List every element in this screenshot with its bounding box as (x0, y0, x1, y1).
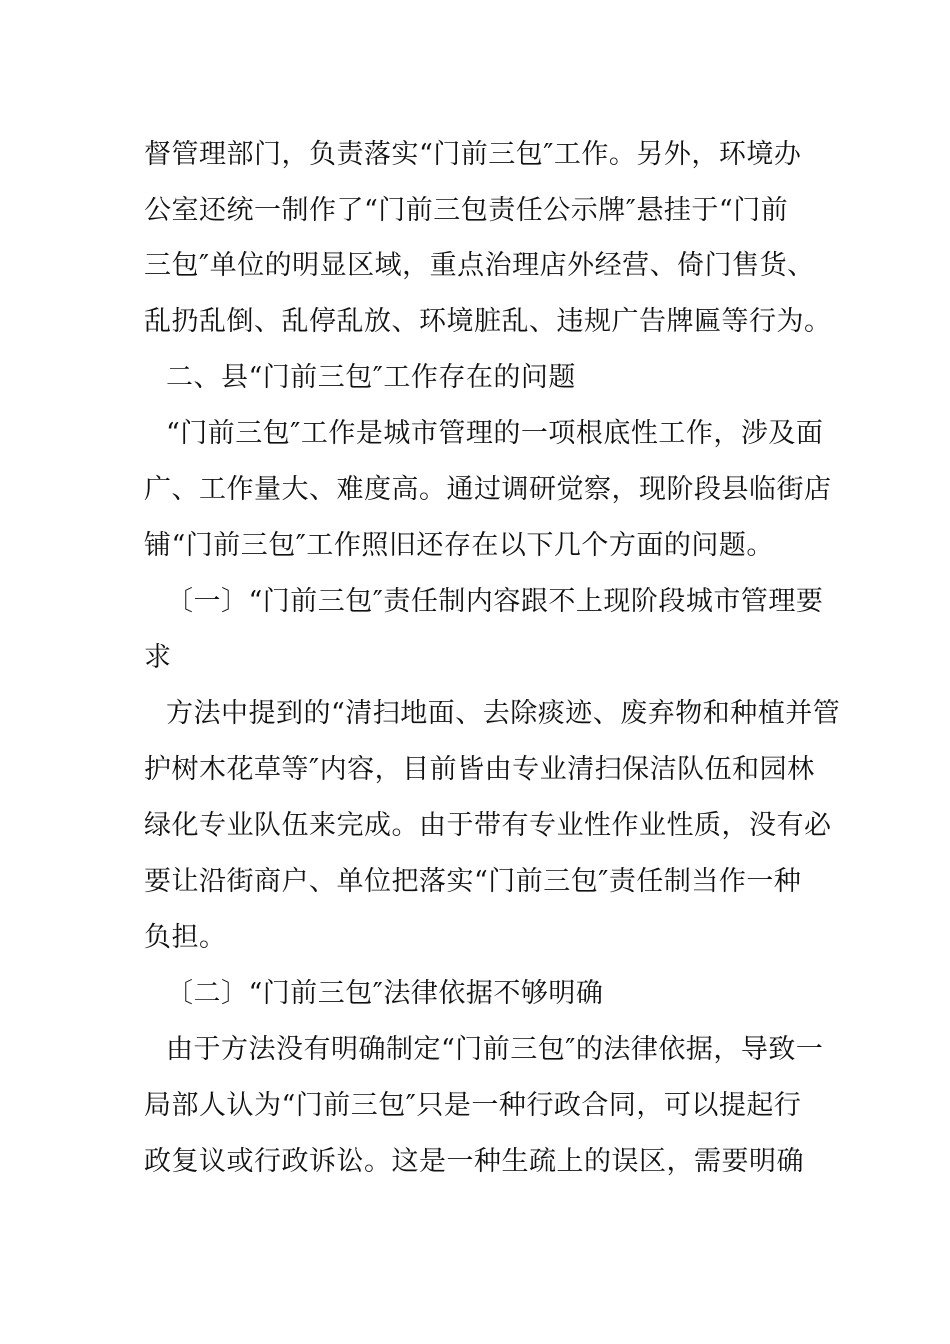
paragraph-line: 督管理部门，负责落实“门前三包″工作。另外，环境办 (144, 139, 802, 170)
paragraph-line: 公室还统一制作了“门前三包责任公示牌″悬挂于“门前 (144, 195, 789, 226)
paragraph-line: 乱扔乱倒、乱停乱放、环境脏乱、违规广告牌匾等行为。 (144, 306, 832, 337)
paragraph-line: 三包″单位的明显区域，重点治理店外经营、倚门售货、 (144, 250, 815, 281)
paragraph-line: 由于方法没有明确制定“门前三包″的法律依据，导致一 (166, 1034, 824, 1065)
paragraph-line: 护树木花草等″内容，目前皆由专业清扫保洁队伍和园林 (144, 754, 815, 785)
paragraph-line: 绿化专业队伍来完成。由于带有专业性作业性质，没有必 (144, 810, 832, 841)
section-heading: 二、县“门前三包″工作存在的问题 (166, 362, 576, 393)
subsection-heading: 〔一〕“门前三包″责任制内容跟不上现阶段城市管理要 (166, 586, 824, 617)
paragraph-line: 要让沿街商户、单位把落实“门前三包″责任制当作一种 (144, 866, 802, 897)
paragraph-line: 广、工作量大、难度高。通过调研觉察，现阶段县临街店 (144, 474, 832, 505)
paragraph-line: 局部人认为“门前三包″只是一种行政合同，可以提起行 (144, 1090, 802, 1121)
paragraph-line: 铺“门前三包″工作照旧还存在以下几个方面的问题。 (144, 530, 774, 561)
paragraph-line: 负担。 (144, 922, 227, 953)
subsection-heading: 〔二〕“门前三包″法律依据不够明确 (166, 978, 604, 1009)
paragraph-line: “门前三包″工作是城市管理的一项根底性工作，涉及面 (166, 418, 824, 449)
paragraph-line: 方法中提到的“清扫地面、去除痰迹、废弃物和种植并管 (166, 698, 841, 729)
paragraph-line: 政复议或行政诉讼。这是一种生疏上的误区，需要明确 (144, 1146, 804, 1177)
subsection-heading-continued: 求 (144, 642, 172, 673)
